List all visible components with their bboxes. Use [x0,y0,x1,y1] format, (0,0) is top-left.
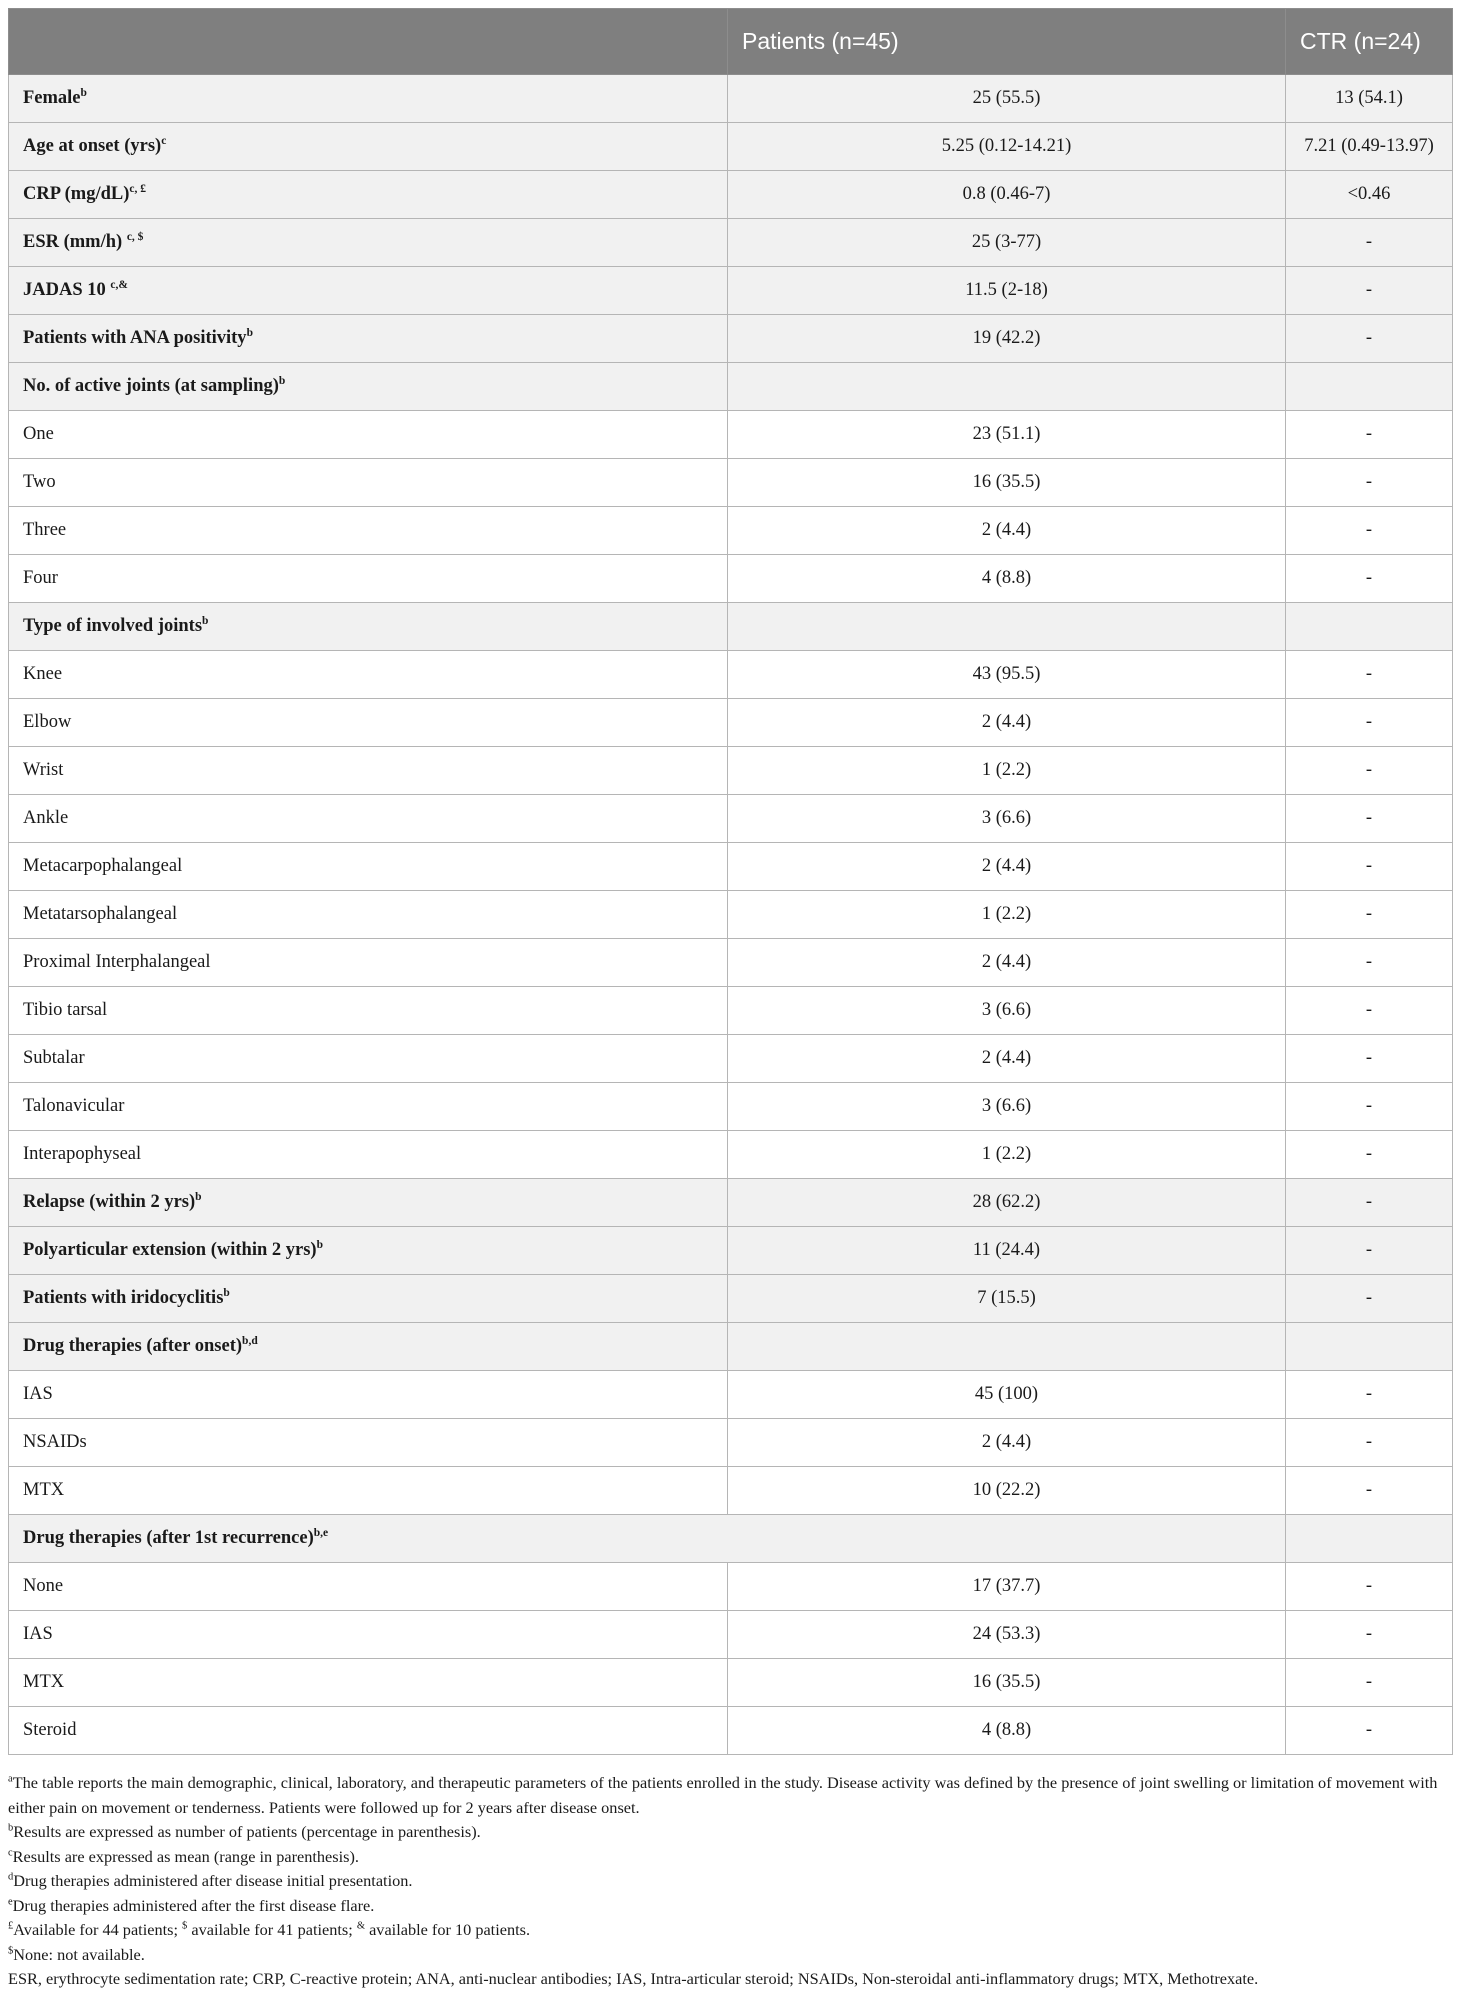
footnote-marker: b [246,326,253,339]
row-label-cell [9,1227,728,1275]
footnote-marker: b [80,86,87,99]
table-row [9,363,1453,411]
table-row [9,1131,1453,1179]
row-label: Wrist [23,760,64,780]
footnote-text: available for 10 patients. [365,1920,531,1939]
row-label-cell [9,603,728,651]
ctr-value-cell: - [1286,315,1453,363]
footnote-marker: b [202,614,209,627]
footnote-marker: b [223,1286,230,1299]
patients-value-cell [728,1323,1286,1371]
ctr-value-cell: - [1286,795,1453,843]
header-cell-ctr: CTR (n=24) [1286,9,1453,75]
row-label-cell [9,939,728,987]
ctr-value-cell: 7.21 (0.49-13.97) [1286,123,1453,171]
patients-value-cell: 2 (4.4) [728,843,1286,891]
patients-value-cell: 25 (3-77) [728,219,1286,267]
footnote-marker: d [8,1871,14,1883]
patients-value-cell: 2 (4.4) [728,507,1286,555]
row-label-cell [9,1707,728,1755]
row-label: Patients with iridocyclitis [23,1288,224,1308]
ctr-value-cell: - [1286,411,1453,459]
footnote [8,1771,1452,1820]
ctr-value-cell [1286,1515,1453,1563]
ctr-value-cell: - [1286,1035,1453,1083]
row-label: IAS [23,1624,53,1644]
patients-value-cell: 2 (4.4) [728,699,1286,747]
row-label-cell [9,891,728,939]
row-label: Interapophyseal [23,1144,142,1164]
ctr-value-cell [1286,1323,1453,1371]
footnote-marker: c,& [110,278,128,291]
patient-characteristics-table [8,8,1453,1755]
row-label-cell [9,1467,728,1515]
row-label: Drug therapies (after onset) [23,1336,243,1356]
row-label-cell [9,1371,728,1419]
row-label: Subtalar [23,1048,85,1068]
footnote-text: ESR, erythrocyte sedimentation rate; CRP, C-reactive protein; ANA, anti-nuclear antibodies; IAS, Intra-articular steroid; NSAIDs, Non-steroidal anti-inflammatory drugs; MTX, Methotrexate. [8,1969,1259,1988]
patients-value-cell: 45 (100) [728,1371,1286,1419]
ctr-value-cell [1286,603,1453,651]
footnote [8,1943,1452,1968]
row-label-cell [9,315,728,363]
table-row [9,1707,1453,1755]
ctr-value-cell: - [1286,699,1453,747]
patients-value-cell: 23 (51.1) [728,411,1286,459]
ctr-value-cell: - [1286,1227,1453,1275]
table-row [9,891,1453,939]
table-header-row [9,9,1453,75]
row-label: MTX [23,1672,65,1692]
row-label-cell [9,651,728,699]
patients-value-cell [728,363,1286,411]
row-label-cell [9,1179,728,1227]
ctr-value-cell: - [1286,1179,1453,1227]
table-row [9,315,1453,363]
row-label: NSAIDs [23,1432,87,1452]
patients-value-cell: 1 (2.2) [728,1131,1286,1179]
table-row [9,747,1453,795]
row-label: Tibio tarsal [23,1000,108,1020]
table-row [9,1275,1453,1323]
row-label-cell [9,1563,728,1611]
ctr-value-cell: - [1286,1419,1453,1467]
table-row [9,987,1453,1035]
footnote [8,1894,1452,1919]
table-row [9,75,1453,123]
ctr-value-cell: - [1286,1275,1453,1323]
table-container [8,8,1452,1755]
row-label-cell [9,123,728,171]
row-label: Talonavicular [23,1096,125,1116]
row-label-cell [9,795,728,843]
footnote-marker: b [195,1190,202,1203]
row-label-cell [9,1611,728,1659]
table-row [9,555,1453,603]
patients-value-cell: 25 (55.5) [728,75,1286,123]
footnote-text: None: not available. [13,1944,145,1964]
table-row [9,1659,1453,1707]
ctr-value-cell: - [1286,1563,1453,1611]
footnote-text: Available for 44 patients; [13,1920,183,1939]
table-row [9,1371,1453,1419]
ctr-value-cell: - [1286,1707,1453,1755]
ctr-value-cell: - [1286,987,1453,1035]
row-label-cell [9,1323,728,1371]
footnote-marker: $ [8,1945,14,1957]
row-label: Four [23,568,58,588]
row-label: Type of involved joints [23,616,203,636]
row-label: None [23,1576,64,1596]
table-row [9,1179,1453,1227]
footnote-marker: b,e [313,1526,329,1539]
ctr-value-cell [1286,363,1453,411]
row-label-cell [9,363,728,411]
row-label-cell [9,1131,728,1179]
ctr-value-cell: - [1286,459,1453,507]
footnote-marker: & [356,1920,366,1932]
ctr-value-cell: - [1286,891,1453,939]
footnote-marker: b,d [242,1334,258,1347]
row-label-cell [9,987,728,1035]
row-label: Age at onset (yrs) [23,136,162,156]
row-label-cell [9,507,728,555]
patients-value-cell: 24 (53.3) [728,1611,1286,1659]
row-label-cell [9,267,728,315]
row-label: Female [23,88,81,108]
header-cell-label [9,9,728,75]
patients-value-cell: 11.5 (2-18) [728,267,1286,315]
table-row [9,459,1453,507]
footnote-marker: e [8,1896,13,1908]
row-label: Proximal Interphalangeal [23,952,211,972]
table-row [9,1563,1453,1611]
row-label: JADAS 10 [23,280,111,300]
patients-value-cell [728,603,1286,651]
ctr-value-cell: - [1286,1371,1453,1419]
row-label: Polyarticular extension (within 2 yrs) [23,1240,317,1260]
table-row [9,1227,1453,1275]
row-label: Elbow [23,712,72,732]
patients-value-cell: 2 (4.4) [728,1035,1286,1083]
table-row [9,1419,1453,1467]
table-row [9,1323,1453,1371]
footnote-marker: a [8,1773,13,1785]
footnote-text: Results are expressed as number of patients (percentage in parenthesis). [13,1822,481,1841]
patients-value-cell: 7 (15.5) [728,1275,1286,1323]
row-label: CRP (mg/dL) [23,184,130,204]
footnote-marker: b [8,1822,14,1834]
ctr-value-cell: - [1286,1131,1453,1179]
patients-value-cell: 17 (37.7) [728,1563,1286,1611]
footnote-marker: c, £ [129,182,146,195]
footnote-marker: c, $ [126,230,144,243]
row-label: Drug therapies (after 1st recurrence) [23,1528,314,1548]
footnote [8,1820,1452,1845]
row-label: MTX [23,1480,65,1500]
patients-value-cell: 16 (35.5) [728,1659,1286,1707]
footnote [8,1845,1452,1870]
table-row [9,795,1453,843]
ctr-value-cell: - [1286,267,1453,315]
ctr-value-cell: - [1286,843,1453,891]
row-label: IAS [23,1384,53,1404]
patients-value-cell: 2 (4.4) [728,1419,1286,1467]
ctr-value-cell: - [1286,651,1453,699]
row-label: Metacarpophalangeal [23,856,183,876]
patients-value-cell: 3 (6.6) [728,987,1286,1035]
row-label-cell [9,1275,728,1323]
table-row [9,123,1453,171]
ctr-value-cell: - [1286,1467,1453,1515]
row-label: Patients with ANA positivity [23,328,247,348]
row-label: ESR (mm/h) [23,232,127,252]
row-label: Steroid [23,1720,77,1740]
row-label: Ankle [23,808,69,828]
patients-value-cell: 1 (2.2) [728,891,1286,939]
patients-value-cell: 28 (62.2) [728,1179,1286,1227]
ctr-value-cell: - [1286,1611,1453,1659]
table-row [9,603,1453,651]
footnote-marker: £ [8,1920,14,1932]
row-label-cell [9,219,728,267]
patients-value-cell: 4 (8.8) [728,1707,1286,1755]
ctr-value-cell: <0.46 [1286,171,1453,219]
footnote-text: available for 41 patients; [187,1920,357,1939]
footnote-marker: b [316,1238,323,1251]
row-label: No. of active joints (at sampling) [23,376,279,396]
ctr-value-cell: - [1286,1659,1453,1707]
row-label-cell [9,747,728,795]
patients-value-cell: 3 (6.6) [728,795,1286,843]
table-row [9,1611,1453,1659]
row-label-cell [9,171,728,219]
patients-value-cell: 4 (8.8) [728,555,1286,603]
ctr-value-cell: - [1286,507,1453,555]
row-label-cell [9,1083,728,1131]
footnote-marker: c [8,1847,13,1859]
row-label: Metatarsophalangeal [23,904,178,924]
row-label: Two [23,472,56,492]
row-label-cell [9,699,728,747]
footnote-marker: c [161,134,167,147]
footnote [8,1869,1452,1894]
footnote-marker: $ [182,1920,188,1932]
header-cell-patients: Patients (n=45) [728,9,1286,75]
ctr-value-cell: - [1286,939,1453,987]
footnote-text: The table reports the main demographic, clinical, laboratory, and therapeutic parameters of the patients enrolled in the study. Disease activity was defined by the presence of joint swelling or limitation of movement with either pain on movement or tenderness. Patients were followed up for 2 years after disease onset. [8,1773,1438,1817]
table-row [9,411,1453,459]
table-row [9,939,1453,987]
patients-value-cell: 2 (4.4) [728,939,1286,987]
footnote-text: Drug therapies administered after the first disease flare. [12,1895,375,1915]
ctr-value-cell: 13 (54.1) [1286,75,1453,123]
row-label-cell [9,1035,728,1083]
patients-value-cell: 5.25 (0.12-14.21) [728,123,1286,171]
table-row [9,1083,1453,1131]
row-label-cell [9,555,728,603]
table-footnotes [8,1771,1452,1992]
patients-value-cell: 1 (2.2) [728,747,1286,795]
table-row [9,267,1453,315]
table-row [9,843,1453,891]
row-label-cell [9,1419,728,1467]
footnote [8,1918,1452,1943]
row-label: Knee [23,664,63,684]
patients-value-cell: 16 (35.5) [728,459,1286,507]
patients-value-cell: 10 (22.2) [728,1467,1286,1515]
row-label: Relapse (within 2 yrs) [23,1192,196,1212]
patients-value-cell: 3 (6.6) [728,1083,1286,1131]
table-row [9,507,1453,555]
patients-value-cell: 11 (24.4) [728,1227,1286,1275]
table-row [9,1035,1453,1083]
row-label-cell [9,1515,1286,1563]
ctr-value-cell: - [1286,219,1453,267]
table-row [9,1515,1453,1563]
patients-value-cell: 0.8 (0.46-7) [728,171,1286,219]
patients-value-cell: 43 (95.5) [728,651,1286,699]
row-label-cell [9,1659,728,1707]
row-label: One [23,424,54,444]
ctr-value-cell: - [1286,555,1453,603]
table-row [9,651,1453,699]
table-row [9,219,1453,267]
row-label: Three [23,520,67,540]
table-row [9,171,1453,219]
footnote-marker: b [278,374,286,387]
table-row [9,1467,1453,1515]
footnote-text: Results are expressed as mean (range in parenthesis). [12,1846,359,1866]
patients-value-cell: 19 (42.2) [728,315,1286,363]
table-row [9,699,1453,747]
ctr-value-cell: - [1286,1083,1453,1131]
row-label-cell [9,411,728,459]
ctr-value-cell: - [1286,747,1453,795]
footnote-text: Drug therapies administered after disease initial presentation. [13,1871,413,1890]
row-label-cell [9,75,728,123]
table-body [9,75,1453,1755]
footnote [8,1967,1452,1992]
row-label-cell [9,843,728,891]
row-label-cell [9,459,728,507]
